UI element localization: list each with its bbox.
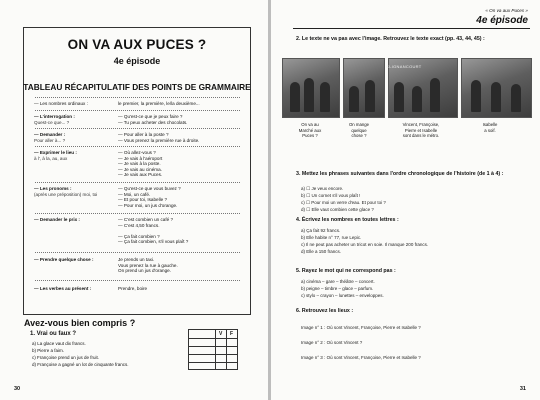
person [365, 80, 375, 112]
list-item: c) Il ne peut pas acheter un tricot en soie. Il manque 200 francs. [301, 242, 429, 247]
list-item: b) ☐ Un cornet s'il vous plaît ! [301, 193, 361, 198]
question-items [301, 227, 428, 255]
question-title: 1. Vrai ou faux ? [30, 331, 77, 337]
photo-strip [282, 58, 532, 118]
photo-caption [470, 122, 510, 133]
row-example: — Pour moi, un jus d'orange. [118, 202, 178, 208]
question-title: 5. Rayez le mot qui ne correspond pas : [296, 268, 396, 274]
photo-caption [390, 122, 452, 139]
list-item: a) Ça fait 92 francs. [301, 228, 341, 233]
row-label: — Exprimer le lieu : [34, 150, 77, 155]
list-item: Image n° 3 : Où sont Vincent, Françoise, Pierre et Isabelle ? [301, 355, 421, 360]
row-example: — Ça fait combien ? [118, 233, 160, 239]
page-number: 30 [14, 386, 21, 392]
list-item: c) ☐ Pour moi un verre d'eau. Et pour toi ? [301, 200, 386, 205]
photo [343, 58, 385, 118]
left-page [0, 0, 268, 400]
row-sub: Quest-ce que... ? [34, 119, 70, 125]
section-title: Avez-vous bien compris ? [24, 318, 136, 328]
row-example: — C'est 4,50 francs. [118, 222, 160, 228]
row-example: — Qu'est-ce que je peux faire ? [118, 114, 183, 119]
episode-label: 4e épisode [113, 56, 161, 66]
row-example: — Moi, un café. [118, 191, 151, 197]
list-item: c) stylo – crayon – lunettes – enveloppes. [301, 293, 384, 298]
caption-line: On va au [301, 122, 319, 127]
list-item: d) Elle a 150 francs. [301, 249, 342, 254]
person [320, 82, 330, 112]
row-example: — Où allez-vous ? [118, 150, 156, 155]
caption-line: Vincent, Françoise, [402, 122, 440, 127]
grid-line [189, 362, 237, 363]
page-number: 31 [519, 386, 526, 392]
person [430, 78, 440, 112]
row-example: — Je vais au cinéma. [118, 166, 162, 172]
list-item: c) Françoise prend un jus de fruit. [32, 355, 100, 360]
row-example: — Je vais à l'aéroport [118, 155, 163, 161]
question-title: 2. Le texte ne va pas avec l'image. Retrouvez le texte exact (pp. 43, 44, 45) : [296, 36, 485, 42]
list-item: a) cinéma – gare – théâtre – concert. [301, 279, 375, 284]
row-label: — Les nombres ordinaux : [34, 101, 88, 106]
list-item: d) ☐ Elle vaut combien cette glace ? [301, 207, 374, 212]
divider [35, 213, 240, 214]
photo-caption [339, 122, 379, 139]
question-title: 6. Retrouvez les lieux : [296, 308, 354, 314]
row-example: — Qu'est-ce que vous buvez ? [118, 186, 181, 191]
person [511, 84, 521, 112]
row-example: — Pour aller à la poste ? [118, 132, 169, 137]
row-label: — Les verbes au présent : [34, 286, 92, 291]
list-item: b) Pierre a faim. [32, 348, 65, 353]
question-title: 4. Écrivez les nombres en toutes lettres : [296, 217, 399, 223]
true-false-grid [188, 329, 238, 370]
person [349, 86, 359, 112]
row-example: — Et pour toi, Isabelle ? [118, 197, 168, 203]
question-items [301, 185, 386, 213]
episode-header: 4e épisode [476, 15, 528, 26]
row-label: — Demander le prix : [34, 217, 80, 222]
row-example: — C'est combien un café ? [118, 217, 174, 222]
caption-line: a soif. [484, 127, 496, 133]
caption-line: Isabelle [482, 122, 498, 127]
lesson-title: ON VA AUX PUCES ? [67, 37, 207, 52]
header-rule [293, 28, 530, 29]
question-items [301, 320, 421, 365]
grammar-table-title: TABLEAU RÉCAPITULATIF DES POINTS DE GRAMMAIRE [23, 82, 251, 92]
list-item: a) ☐ Je veux encore. [301, 186, 344, 191]
row-example: Prendre, boire [118, 286, 148, 291]
row-example: — Vous prenez la première rue à droite. [118, 137, 200, 143]
caption-line: Puces ? [302, 133, 318, 139]
grid-line [189, 354, 237, 355]
row-example: Je prends un taxi. [118, 257, 155, 262]
row-example: — Je vais aux Puces. [118, 172, 163, 178]
divider [35, 97, 240, 98]
question-items [301, 278, 384, 299]
row-sub: Pour aller à... ? [34, 137, 66, 143]
person [290, 82, 300, 112]
running-header: « On va aux Puces » [485, 8, 528, 13]
divider [35, 252, 240, 253]
row-label: — Demander : [34, 132, 66, 137]
row-example: — Ça fait combien, s'il vous plaît ? [118, 239, 189, 245]
grid-line [189, 346, 237, 347]
row-example: On prend un jus d'orange. [118, 268, 171, 274]
metro-sign: CLIGNANCOURT [386, 64, 422, 69]
row-example: le premier, la première, le/la deuxième... [118, 101, 200, 106]
person [491, 82, 501, 112]
caption-line: Marché aux [298, 127, 322, 133]
list-item: Image n° 1 : Où sont Vincent, Françoise, Pierre et Isabelle ? [301, 325, 421, 330]
divider [35, 146, 240, 147]
person [394, 82, 404, 112]
list-item: a) La glace vaut dix francs. [32, 341, 86, 346]
row-example: Vous prenez la rue à gauche. [118, 262, 178, 268]
grid-line [189, 338, 237, 339]
divider [35, 128, 240, 129]
row-example: — Je vais à la poste. [118, 161, 161, 167]
photo-caption [290, 122, 330, 139]
grid-line [215, 330, 216, 369]
true-header: V [219, 331, 223, 337]
caption-line: quelque [351, 127, 367, 133]
caption-line: Pierre et Isabelle [404, 127, 438, 133]
caption-line: chose ? [351, 133, 367, 139]
row-sub: à l', à la, au, aux [34, 155, 68, 161]
person [412, 86, 422, 112]
question-items [32, 340, 129, 368]
caption-line: On mange [348, 122, 370, 127]
divider [35, 110, 240, 111]
person [304, 78, 314, 112]
divider [35, 182, 240, 183]
list-item: b) Elle habite n° 77, rue Lepic. [301, 235, 362, 240]
row-label: — L'interrogation : [34, 114, 75, 119]
row-example: — Tu peux acheter des chocolats. [118, 119, 188, 125]
list-item: d) Françoise a gagné un lot de cinquante francs. [32, 362, 129, 367]
false-header: F [230, 331, 234, 337]
list-item: b) peigne – timbre – glace – parfum. [301, 286, 374, 291]
row-label: — Prendre quelque chose : [34, 257, 94, 262]
row-sub: (après une préposition) moi, toi [34, 191, 98, 197]
list-item: Image n° 2 : Où sont Vincent ? [301, 340, 363, 345]
grid-line [226, 330, 227, 369]
caption-line: sont dans le métro. [402, 133, 440, 139]
row-label: — Les pronoms : [34, 186, 72, 191]
person [471, 80, 481, 112]
divider [35, 280, 240, 281]
question-title: 3. Mettez les phrases suivantes dans l'ordre chronologique de l'histoire (de 1 à 4) : [296, 171, 504, 177]
photo [461, 58, 532, 118]
photo [282, 58, 340, 118]
